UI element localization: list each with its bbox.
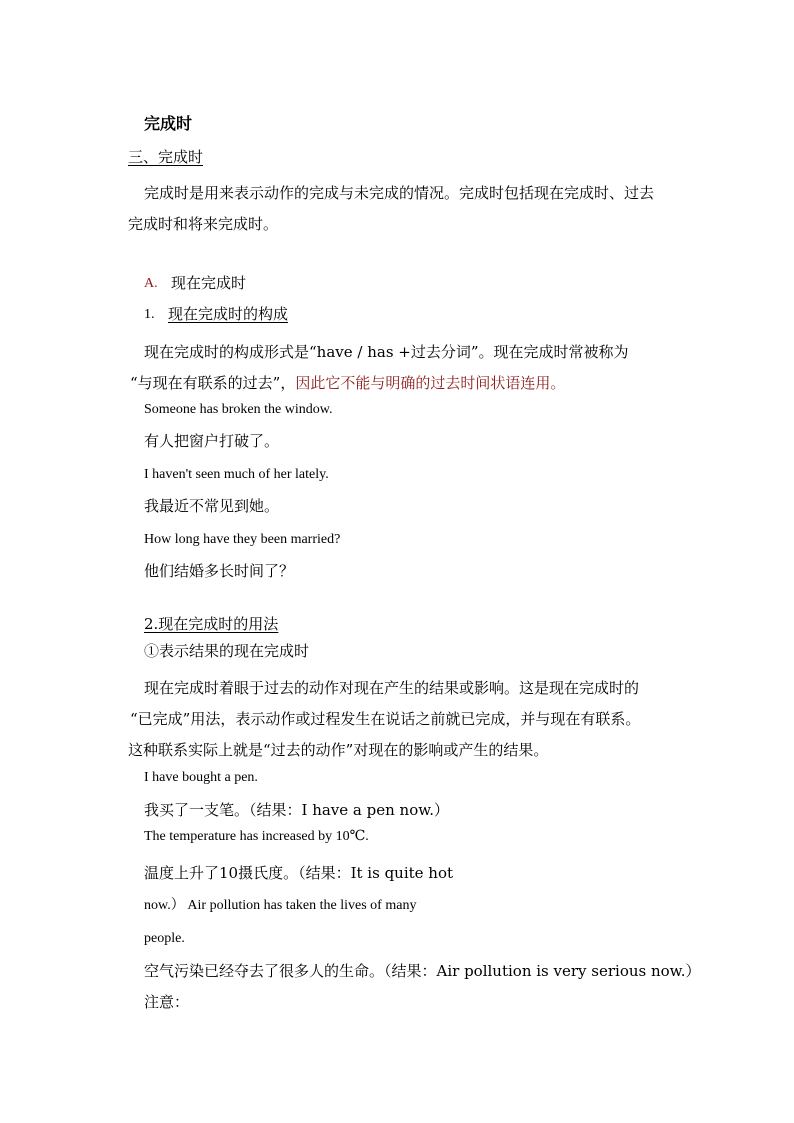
example-1-chinese: 有人把窗户打破了。 xyxy=(144,432,280,450)
example-4-chinese: 我买了一支笔。（结果：I have a pen now.） xyxy=(144,801,450,819)
example-5-english: The temperature has increased by 10℃. xyxy=(144,829,369,844)
example-6-english-line-1: now.） Air pollution has taken the lives of many xyxy=(144,898,417,913)
subsection-a-letter: A. xyxy=(144,276,158,291)
example-5-chinese: 温度上升了10摄氏度。（结果：It is quite hot xyxy=(144,864,454,882)
formation-quote: “与现在有联系的过去”， xyxy=(130,374,296,392)
formation-paragraph-line-1: 现在完成时的构成形式是“have / has +过去分词”。现在完成时常被称为 xyxy=(144,343,629,361)
usage-paragraph-line-2: “已完成”用法，表示动作或过程发生在说话之前就已完成，并与现在有联系。 xyxy=(130,710,641,728)
example-6-english-line-2: people. xyxy=(144,931,185,946)
subsection-a-title: 现在完成时 xyxy=(171,274,247,292)
example-6-chinese: 空气污染已经夺去了很多人的生命。（结果：Air pollution is very serious now.） xyxy=(144,962,701,980)
intro-paragraph-line-1: 完成时是用来表示动作的完成与未完成的情况。完成时包括现在完成时、过去 xyxy=(144,184,655,202)
intro-paragraph-line-2: 完成时和将来完成时。 xyxy=(128,215,279,233)
example-4-english: I have bought a pen. xyxy=(144,770,258,785)
usage-paragraph-line-1: 现在完成时着眼于过去的动作对现在产生的结果或影响。这是现在完成时的 xyxy=(144,679,640,697)
item-2-heading: 2.现在完成时的用法 xyxy=(144,615,279,633)
usage-paragraph-line-3: 这种联系实际上就是“过去的动作”对现在的影响或产生的结果。 xyxy=(128,741,549,759)
note-label: 注意： xyxy=(144,993,190,1011)
example-3-english: How long have they been married? xyxy=(144,532,341,547)
example-2-english: I haven't seen much of her lately. xyxy=(144,467,329,482)
document-title: 完成时 xyxy=(144,114,193,133)
usage-1-heading: ①表示结果的现在完成时 xyxy=(144,642,310,660)
section-heading: 三、完成时 xyxy=(128,148,204,166)
formation-highlight: 因此它不能与明确的过去时间状语连用。 xyxy=(295,374,566,392)
example-2-chinese: 我最近不常见到她。 xyxy=(144,497,280,515)
item-1-number: 1. xyxy=(144,307,155,322)
formation-paragraph-line-2 xyxy=(130,376,565,391)
item-1-heading: 现在完成时的构成 xyxy=(168,305,289,323)
example-1-english: Someone has broken the window. xyxy=(144,402,333,417)
example-3-chinese: 他们结婚多长时间了？ xyxy=(144,562,295,580)
